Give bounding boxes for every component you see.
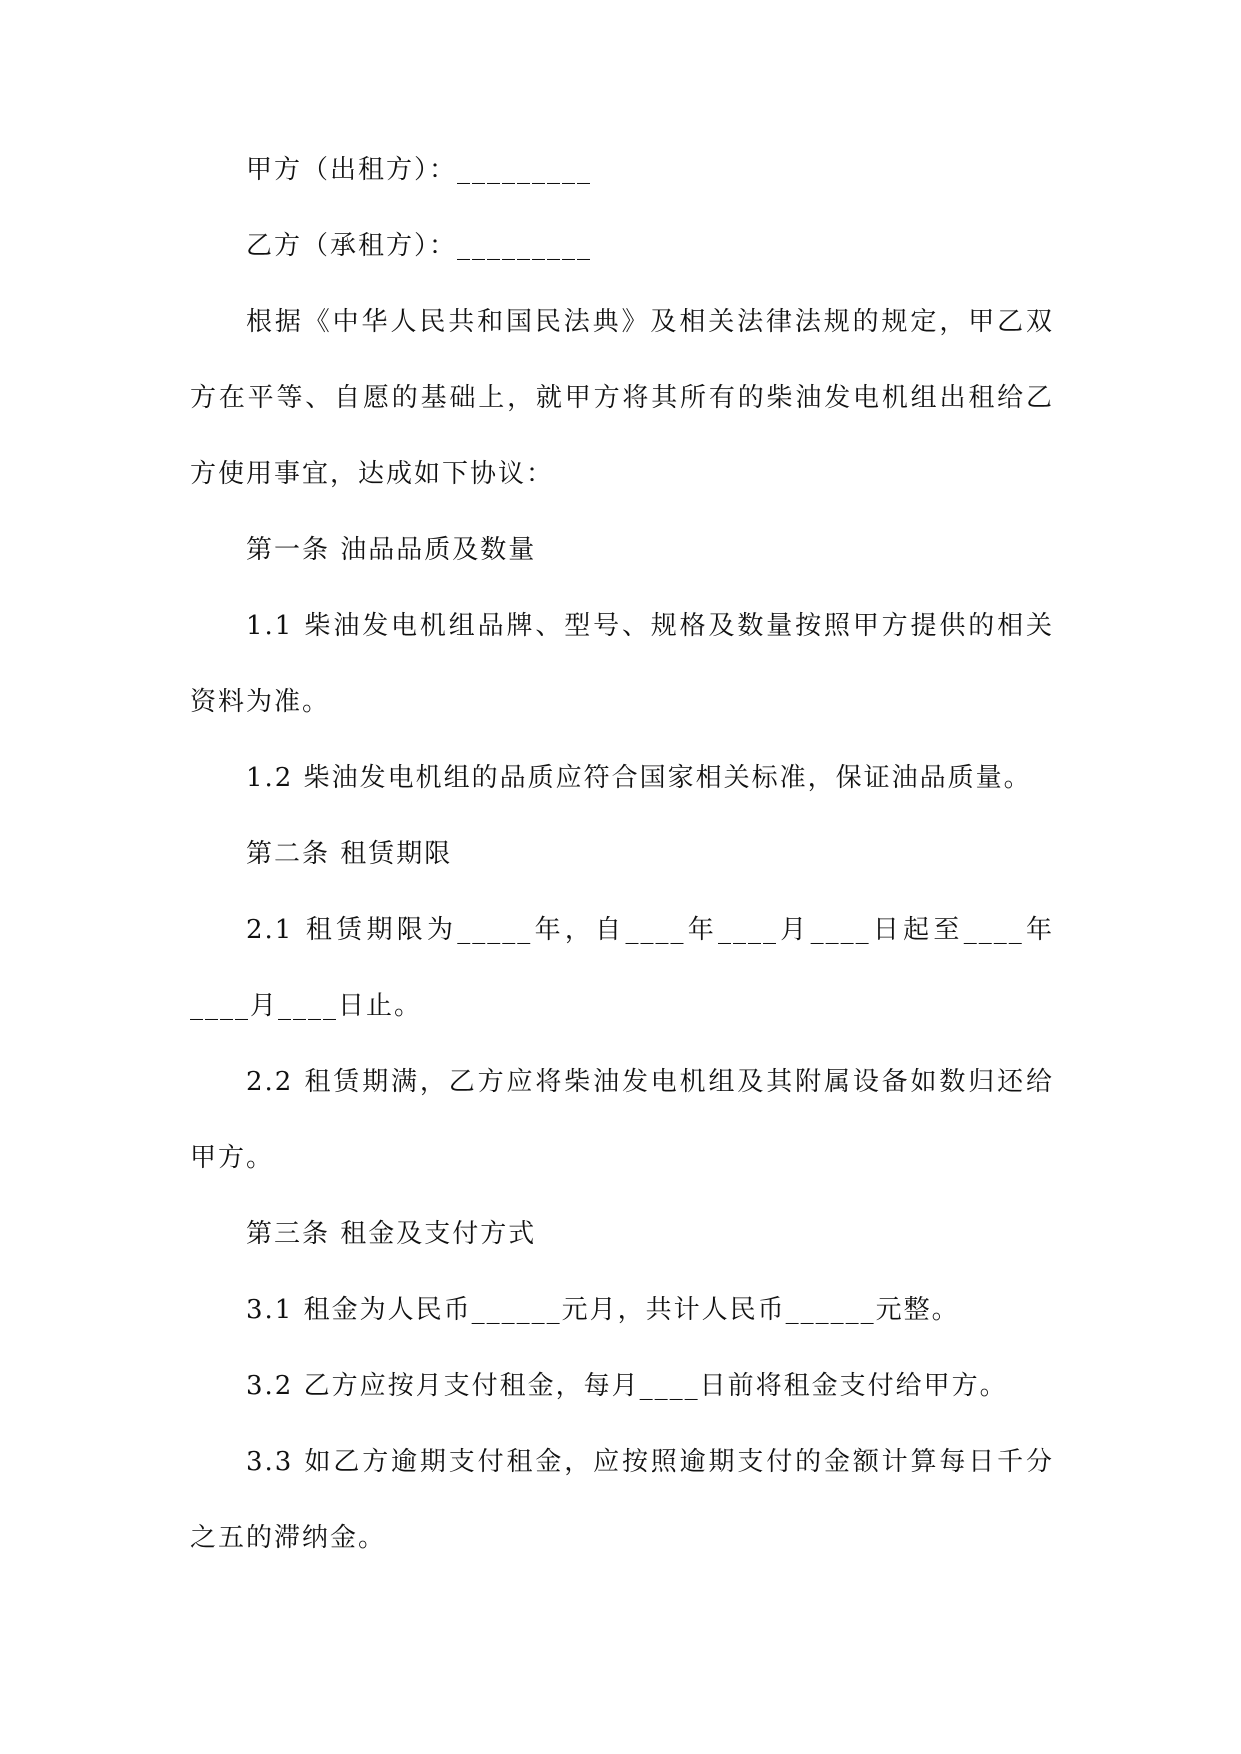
clause-3-3: 3.3 如乙方逾期支付租金，应按照逾期支付的金额计算每日千分之五的滞纳金。 [190, 1447, 1054, 1553]
article-1-heading: 第一条 油品品质及数量 [246, 535, 537, 565]
clause-1-2: 1.2 柴油发电机组的品质应符合国家相关标准，保证油品质量。 [246, 763, 1032, 793]
article-2-heading: 第二条 租赁期限 [246, 839, 453, 869]
article-3-heading: 第三条 租金及支付方式 [246, 1219, 537, 1249]
clause-1-1: 1.1 柴油发电机组品牌、型号、规格及数量按照甲方提供的相关资料为准。 [190, 611, 1054, 717]
clause-3-1: 3.1 租金为人民币______元月，共计人民币______元整。 [246, 1295, 960, 1325]
party-b-line: 乙方（承租方）：_________ [246, 231, 593, 261]
party-a-line: 甲方（出租方）：_________ [246, 155, 593, 185]
clause-3-2: 3.2 乙方应按月支付租金，每月____日前将租金支付给甲方。 [246, 1371, 1008, 1401]
clause-2-2: 2.2 租赁期满，乙方应将柴油发电机组及其附属设备如数归还给甲方。 [190, 1067, 1054, 1173]
document-page [190, 132, 1054, 1576]
preamble-paragraph: 根据《中华人民共和国民法典》及相关法律法规的规定，甲乙双方在平等、自愿的基础上，就甲方将其所有的柴油发电机组出租给乙方使用事宜，达成如下协议： [190, 307, 1054, 489]
clause-2-1: 2.1 租赁期限为_____年，自____年____月____日起至____年____月____日止。 [190, 915, 1054, 1021]
